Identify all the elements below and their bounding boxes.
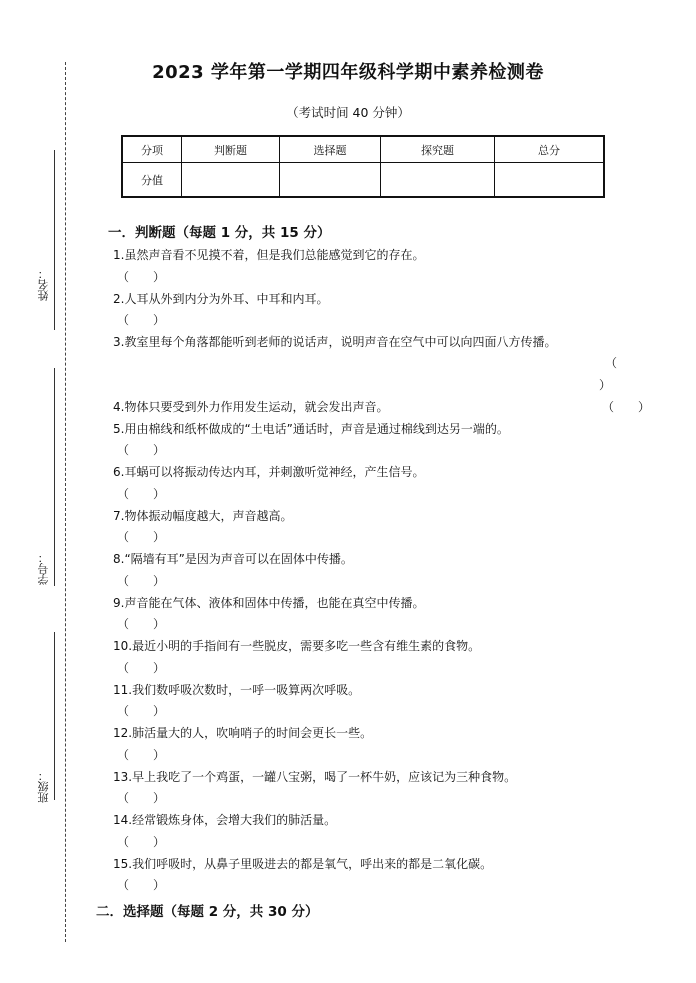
student-number-label: 学号： bbox=[37, 552, 50, 585]
question-2: 2.人耳从外到内分为外耳、中耳和内耳。 bbox=[113, 292, 329, 306]
answer-blank-12[interactable]: （ ） bbox=[117, 748, 166, 762]
score-header-cell: 分项 bbox=[122, 136, 182, 163]
question-11: 11.我们数呼吸次数时，一呼一吸算两次呼吸。 bbox=[113, 683, 361, 697]
question-7: 7.物体振动幅度越大，声音越高。 bbox=[113, 509, 293, 523]
question-4: 4.物体只要受到外力作用发生运动，就会发出声音。 bbox=[113, 400, 389, 414]
answer-blank-10[interactable]: （ ） bbox=[117, 661, 166, 675]
class-label: 班级： bbox=[37, 770, 50, 803]
question-6: 6.耳蜗可以将振动传达内耳，并刺激听觉神经，产生信号。 bbox=[113, 465, 425, 479]
answer-blank-8[interactable]: （ ） bbox=[117, 574, 166, 588]
score-table-value-row bbox=[122, 163, 604, 198]
answer-blank-4[interactable]: （ ） bbox=[602, 400, 651, 414]
score-table-header-row bbox=[122, 136, 604, 163]
class-fill-line[interactable] bbox=[54, 632, 55, 800]
answer-blank-9[interactable]: （ ） bbox=[117, 617, 166, 631]
answer-blank-2[interactable]: （ ） bbox=[117, 313, 166, 327]
question-14: 14.经常锻炼身体，会增大我们的肺活量。 bbox=[113, 813, 337, 827]
answer-blank-5[interactable]: （ ） bbox=[117, 443, 166, 457]
answer-blank-1[interactable]: （ ） bbox=[117, 270, 166, 284]
question-9: 9.声音能在气体、液体和固体中传播，也能在真空中传播。 bbox=[113, 596, 425, 610]
score-cell-total[interactable] bbox=[495, 163, 605, 198]
exam-title: 2023 学年第一学期四年级科学期中素养检测卷 bbox=[152, 62, 544, 83]
name-label: 姓名： bbox=[37, 268, 50, 301]
score-table bbox=[121, 135, 605, 198]
question-12: 12.肺活量大的人，吹响哨子的时间会更长一些。 bbox=[113, 726, 373, 740]
score-cell-choice[interactable] bbox=[280, 163, 381, 198]
student-number-fill-line[interactable] bbox=[54, 368, 55, 586]
question-3: 3.教室里每个角落都能听到老师的说话声，说明声音在空气中可以向四面八方传播。 bbox=[113, 335, 557, 349]
name-fill-line[interactable] bbox=[54, 150, 55, 330]
section-2-title: 二．选择题（每题 2 分，共 30 分） bbox=[96, 904, 319, 920]
question-13: 13.早上我吃了一个鸡蛋，一罐八宝粥，喝了一杯牛奶，应该记为三种食物。 bbox=[113, 770, 517, 784]
question-1: 1.虽然声音看不见摸不着，但是我们总能感觉到它的存在。 bbox=[113, 248, 425, 262]
answer-blank-3-open[interactable]: （ bbox=[605, 356, 618, 370]
score-cell-inquiry[interactable] bbox=[381, 163, 495, 198]
exam-time: （考试时间 40 分钟） bbox=[286, 105, 410, 120]
answer-blank-13[interactable]: （ ） bbox=[117, 791, 166, 805]
question-8: 8.“隔墙有耳”是因为声音可以在固体中传播。 bbox=[113, 552, 353, 566]
answer-blank-15[interactable]: （ ） bbox=[117, 878, 166, 892]
answer-blank-7[interactable]: （ ） bbox=[117, 530, 166, 544]
answer-blank-3-close[interactable]: ） bbox=[599, 378, 612, 392]
score-header-cell: 总分 bbox=[495, 136, 605, 163]
answer-blank-11[interactable]: （ ） bbox=[117, 704, 166, 718]
score-header-cell: 判断题 bbox=[182, 136, 280, 163]
section-1-title: 一．判断题（每题 1 分，共 15 分） bbox=[108, 225, 331, 241]
score-row-label: 分值 bbox=[122, 163, 182, 198]
binding-margin-dashed-line bbox=[65, 62, 66, 942]
answer-blank-6[interactable]: （ ） bbox=[117, 487, 166, 501]
answer-blank-14[interactable]: （ ） bbox=[117, 835, 166, 849]
score-header-cell: 选择题 bbox=[280, 136, 381, 163]
question-5: 5.用由棉线和纸杯做成的“土电话”通话时，声音是通过棉线到达另一端的。 bbox=[113, 422, 509, 436]
question-15: 15.我们呼吸时，从鼻子里吸进去的都是氧气，呼出来的都是二氧化碳。 bbox=[113, 857, 493, 871]
score-header-cell: 探究题 bbox=[381, 136, 495, 163]
score-cell-judgement[interactable] bbox=[182, 163, 280, 198]
question-10: 10.最近小明的手指间有一些脱皮，需要多吃一些含有维生素的食物。 bbox=[113, 639, 481, 653]
